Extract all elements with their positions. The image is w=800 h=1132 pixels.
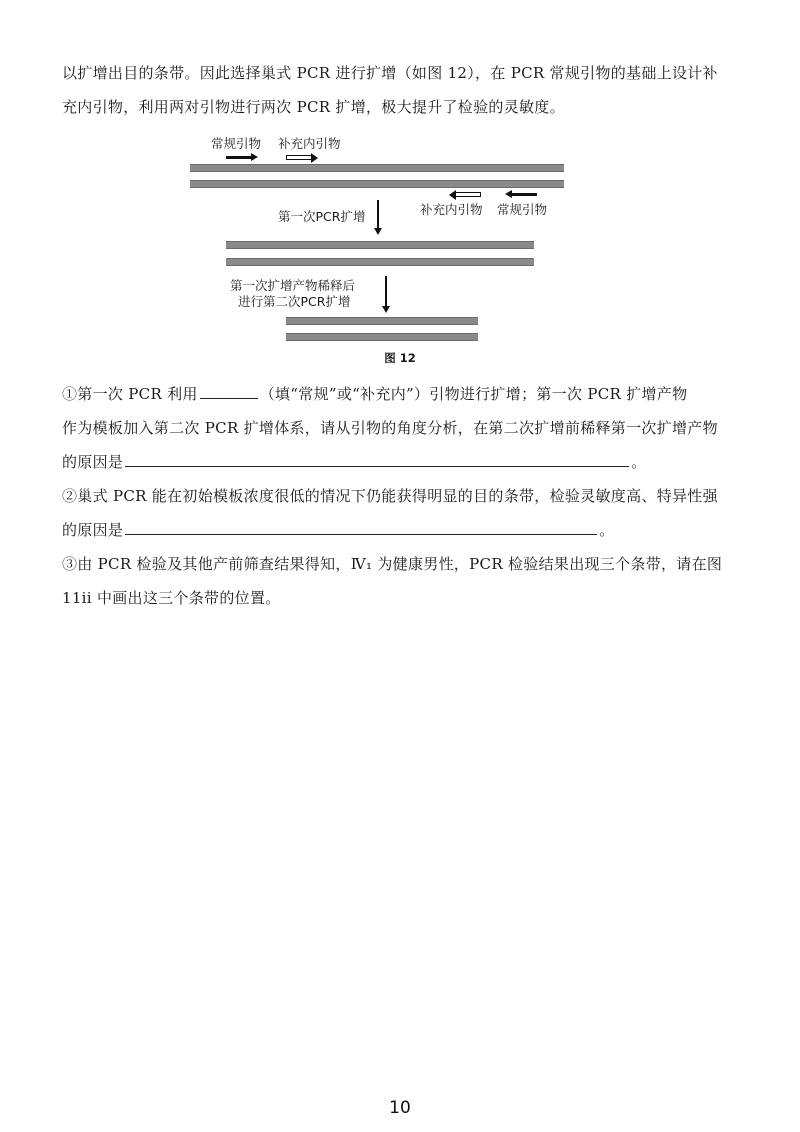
- question-1-blank-primer[interactable]: [200, 380, 258, 399]
- step-2-down-arrow-icon: [385, 276, 387, 308]
- question-1-reason-end: 。: [631, 453, 647, 471]
- intro-line-1: 以扩增出目的条带。因此选择巢式 PCR 进行扩增（如图 12），在 PCR 常规引物的基础上设计补: [62, 64, 718, 82]
- second-pcr-product-strand-bottom: [286, 333, 478, 341]
- regular-primer-forward-arrow-icon: [226, 156, 252, 159]
- question-3-line-1: ③由 PCR 检验及其他产前筛查结果得知，Ⅳ₁ 为健康男性，PCR 检验结果出现三个条带，请在图: [62, 555, 723, 573]
- step-1-down-arrow-icon: [377, 200, 379, 230]
- question-1-prefix: ①第一次 PCR 利用: [62, 385, 198, 403]
- page-number: 10: [389, 1098, 411, 1118]
- inner-primer-reverse-arrow-icon: [455, 192, 481, 197]
- template-dna-strand-bottom: [190, 180, 564, 188]
- question-2-line-1: ②巢式 PCR 能在初始模板浓度很低的情况下仍能获得明显的目的条带，检验灵敏度高、特异性强: [62, 487, 718, 505]
- figure-caption: 图 12: [384, 351, 416, 365]
- question-1-blank-reason[interactable]: [125, 448, 629, 467]
- question-3-line-2: 11ii 中画出这三个条带的位置。: [62, 589, 281, 607]
- label-inner-primer-top: 补充内引物: [278, 136, 341, 151]
- question-2-line-2: [62, 513, 738, 547]
- template-dna-strand-top: [190, 164, 564, 172]
- question-1-line-1: [62, 377, 738, 411]
- inner-primer-forward-arrow-icon: [286, 155, 312, 160]
- first-pcr-product-strand-top: [226, 241, 534, 249]
- question-1-reason-prefix: 的原因是: [62, 453, 124, 471]
- question-1-suffix: （填“常规”或“补充内”）引物进行扩增；第一次 PCR 扩增产物: [259, 385, 688, 403]
- step-2-label-line-1: 第一次扩增产物稀释后: [230, 278, 356, 293]
- step-1-label: 第一次PCR扩增: [278, 209, 366, 224]
- label-regular-primer-top: 常规引物: [211, 136, 262, 151]
- question-2-blank-reason[interactable]: [125, 516, 597, 535]
- question-1-line-3: [62, 445, 738, 479]
- question-1-line-2: 作为模板加入第二次 PCR 扩增体系，请从引物的角度分析，在第二次扩增前稀释第一次扩增产物: [62, 419, 718, 437]
- questions-section: [62, 377, 738, 615]
- question-2-reason-end: 。: [599, 521, 615, 539]
- step-2-label-line-2: 进行第二次PCR扩增: [238, 294, 351, 309]
- label-regular-primer-bottom: 常规引物: [497, 202, 548, 217]
- label-inner-primer-bottom: 补充内引物: [420, 202, 483, 217]
- intro-paragraph: [62, 56, 738, 124]
- question-2-reason-prefix: 的原因是: [62, 521, 124, 539]
- intro-line-2: 充内引物，利用两对引物进行两次 PCR 扩增，极大提升了检验的灵敏度。: [62, 98, 565, 116]
- regular-primer-reverse-arrow-icon: [511, 193, 537, 196]
- first-pcr-product-strand-bottom: [226, 258, 534, 266]
- second-pcr-product-strand-top: [286, 317, 478, 325]
